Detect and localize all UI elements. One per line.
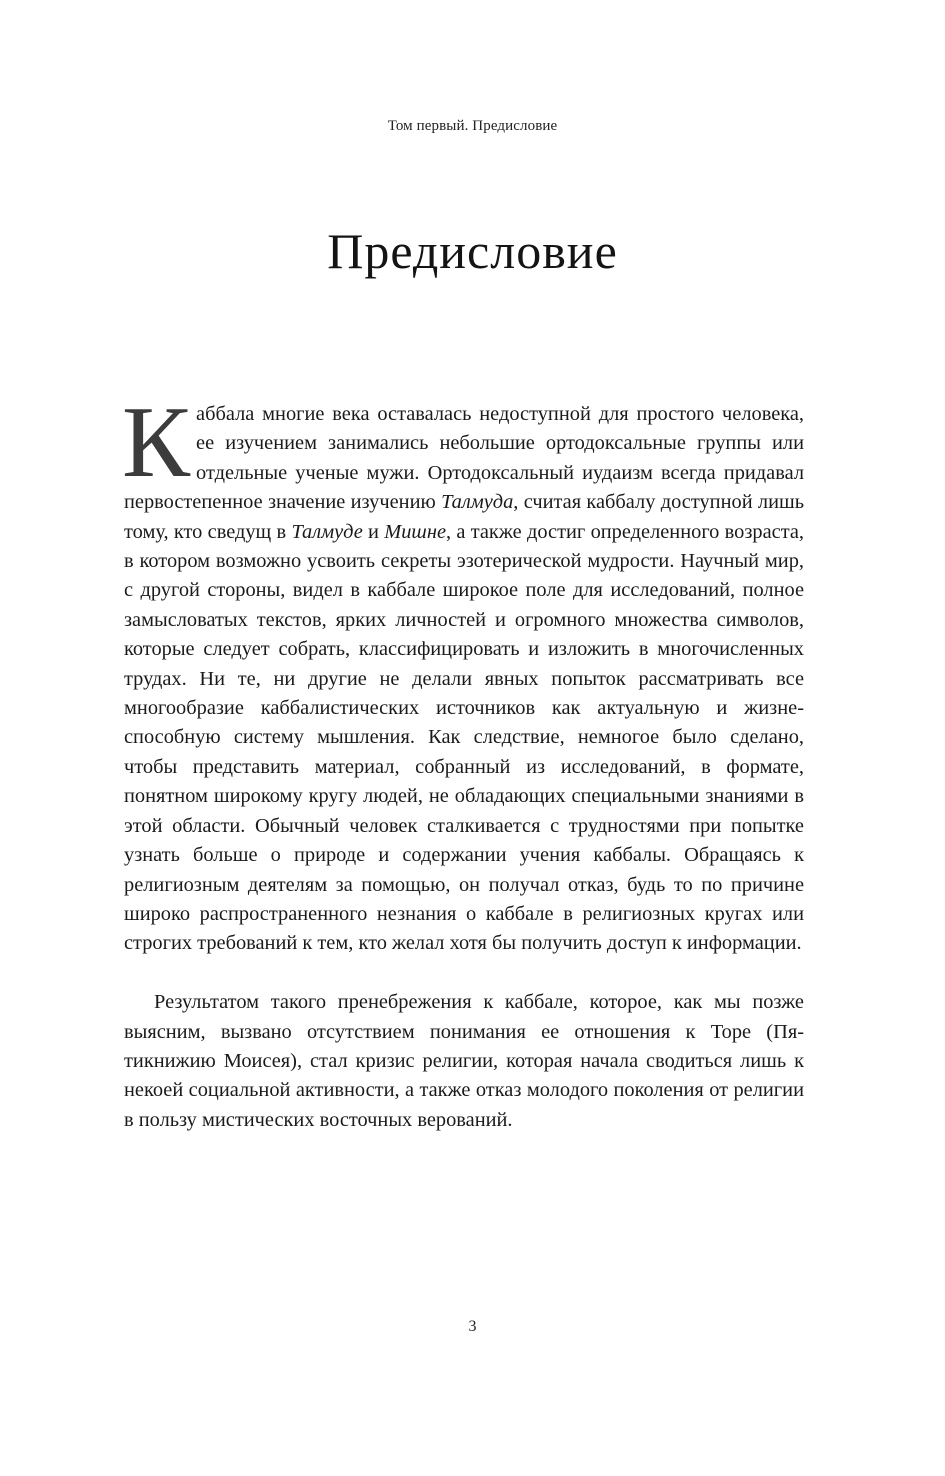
paragraph-1-segment-4: , а также достиг определенного возраста, в котором возможно усвоить секреты эзотерической мудрости. Научный мир, с другой стороны, видел в каббале широкое поле для исследований, полное замысловатых текстов, ярких личностей и огромного множества символов, которые следует собрать, классифицировать и изложить в многочисленных трудах. Ни те, ни другие не делали явных попыток рассматривать все многообразие каббалистических источников как актуальную и жизнеспособную систему мышления. Как следствие, немногое было сделано, чтобы представить материал, собранный из исследований, в формате, понятном широкому кругу людей, не обладающих специальными знаниями в этой области. Обычный человек сталкивается с трудностями при попытке узнать больше о природе и содержании учения каббалы. Обращаясь к религиозным деятелям за помощью, он получал отказ, будь то по причине широко распространенного незнания о каббале в религиозных кругах или строгих требований к тем, кто желал хотя бы получить доступ к информации.	[124, 520, 805, 955]
running-header: Том первый. Предисловие	[387, 118, 558, 134]
chapter-title: Предисловие	[327, 223, 618, 279]
drop-cap: К	[122, 386, 191, 499]
italic-talmude: Талмуде	[291, 520, 363, 543]
paragraph-1-segment-3: и	[362, 520, 385, 543]
italic-talmud: Талмуда	[441, 491, 514, 514]
paragraph-2: Результатом такого пренебрежения к каббале, которое, как мы позже выясним, вызвано отсутствием понимания ее отношения к Торе (Пятикнижию Моисея), стал кризис религии, которая начала сводиться лишь к некоей социальной активности, а также отказ молодого поколения от религии в пользу мистических восточных верований.	[124, 991, 804, 1131]
italic-mishne: Мишне	[384, 520, 446, 543]
body-text	[122, 386, 805, 1135]
page-number: 3	[468, 1318, 477, 1335]
paragraph-1	[122, 386, 805, 959]
paragraph-1-segment-2: , считая каббалу доступной лишь тому, кто сведущ в	[124, 491, 804, 543]
paragraph-1-segment-1: аббала многие века оставалась недоступной для простого человека, ее изучением занимались небольшие ортодоксальные группы или отдельные ученые мужи. Ортодоксальный иудаизм всегда придавал первостепенное значение изучению	[124, 403, 804, 514]
